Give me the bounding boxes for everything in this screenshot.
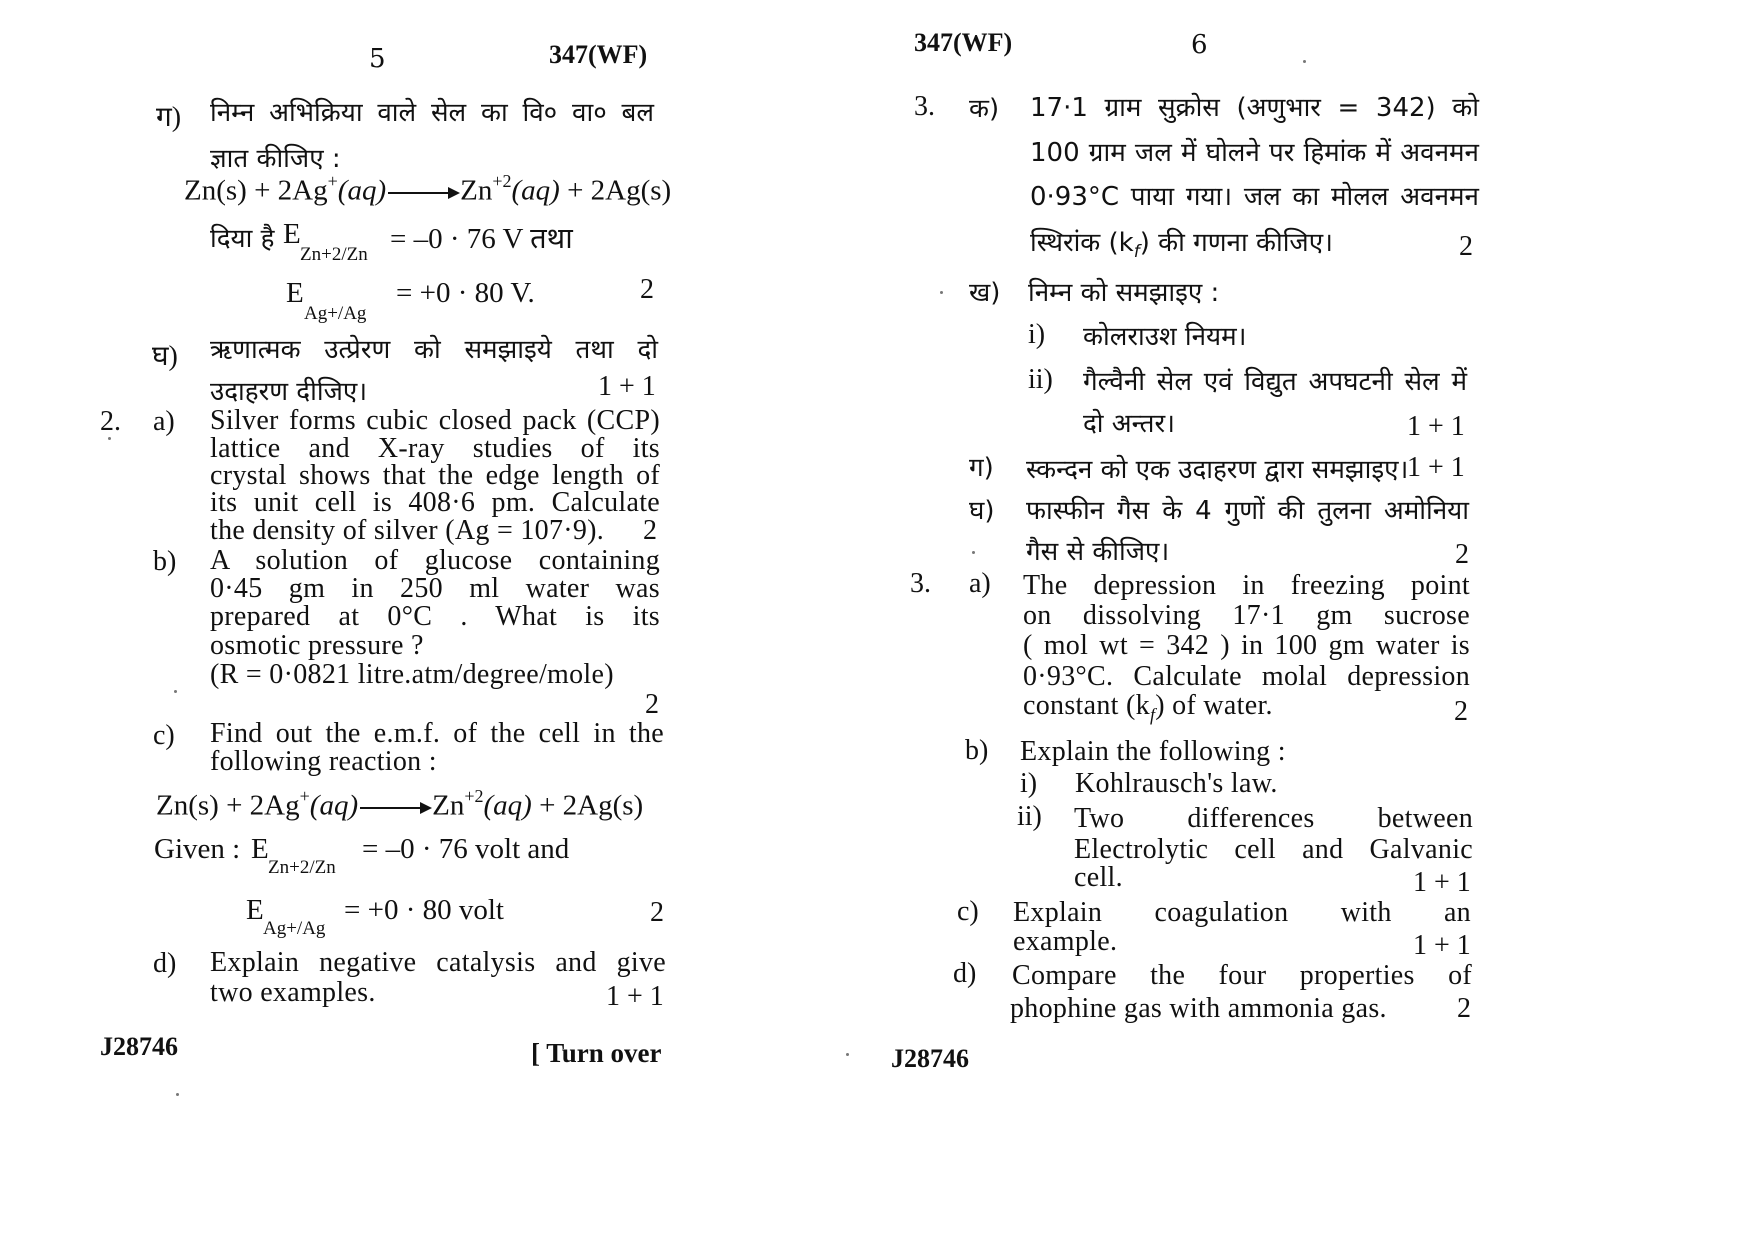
question-label: b) [153, 546, 177, 577]
text-part: ) of water. [1155, 690, 1273, 721]
question-text: its unit cell is 408·6 pm. Calculate [210, 487, 660, 518]
potential-subscript: Ag+/Ag [304, 303, 367, 324]
potential-value: = +0 · 80 volt [344, 894, 504, 926]
potential-symbol: E [246, 894, 264, 926]
question-text: lattice and X-ray studies of its [210, 433, 660, 464]
question-number: 3. [910, 568, 931, 599]
question-text: 0·45 gm in 250 ml water was [210, 573, 660, 604]
marks: 2 [1454, 696, 1468, 727]
marks: 2 [645, 689, 659, 720]
text-part: स्थिरांक (k [1030, 228, 1134, 258]
question-label: घ) [152, 341, 178, 372]
charge: + [299, 786, 310, 806]
speck [108, 437, 111, 440]
question-text: गैस से कीजिए। [1026, 537, 1170, 567]
question-text: 100 ग्राम जल में घोलने पर हिमांक में अवनमन [1030, 138, 1479, 168]
marks: 1 + 1 [606, 981, 664, 1012]
given-label: Given : [154, 833, 241, 865]
reaction-equation [184, 173, 671, 208]
potential-subscript: Zn+2/Zn [300, 244, 368, 265]
marks: 1 + 1 [598, 371, 656, 402]
speck [940, 291, 943, 294]
question-text: following reaction : [210, 746, 437, 777]
question-label: d) [153, 948, 177, 979]
text-part: ) की गणना कीजिए। [1139, 228, 1333, 258]
marks: 1 + 1 [1407, 411, 1465, 442]
question-text: निम्न अभिक्रिया वाले सेल का वि० वा० बल [210, 98, 654, 128]
question-label: d) [953, 958, 977, 989]
state-text: (aq) [483, 789, 532, 822]
question-number: 2. [100, 406, 121, 437]
text-part: constant (k [1023, 690, 1150, 721]
question-text: Explain the following : [1020, 736, 1286, 767]
question-text: Electrolytic cell and Galvanic [1074, 834, 1473, 865]
page-number: 6 [1191, 30, 1208, 60]
question-text: cell. [1074, 862, 1123, 893]
product-text: + 2Ag(s) [531, 789, 644, 822]
speck [174, 690, 177, 693]
question-text: उदाहरण दीजिए। [210, 377, 368, 407]
potential-symbol: E [283, 218, 301, 250]
question-text: prepared at 0°C . What is its [210, 601, 660, 632]
question-label: c) [153, 720, 175, 751]
reaction-equation [156, 788, 643, 823]
subquestion-label: ii) [1017, 801, 1042, 832]
question-label: ग) [969, 453, 994, 483]
charge: +2 [464, 786, 484, 806]
marks: 2 [640, 274, 654, 305]
marks: 2 [1455, 539, 1469, 570]
marks: 2 [1459, 231, 1473, 262]
question-text: osmotic pressure ? [210, 630, 424, 661]
speck [846, 1053, 849, 1056]
question-text [1030, 223, 1333, 262]
question-label: b) [965, 735, 989, 766]
question-text: 0·93°C. Calculate molal depression [1023, 661, 1470, 692]
question-label: a) [969, 568, 991, 599]
subquestion-label: ii) [1028, 364, 1053, 395]
footer-code: J28746 [891, 1044, 969, 1073]
reactant-text: Zn(s) + 2Ag [184, 174, 328, 207]
reactant-text: Zn(s) + 2Ag [156, 789, 300, 822]
product-text: Zn [460, 174, 493, 207]
question-label: ख) [969, 278, 1001, 308]
question-text: phophine gas with ammonia gas. [1010, 993, 1387, 1024]
speck [176, 1093, 179, 1096]
marks: 2 [1457, 993, 1471, 1024]
charge: + [327, 171, 338, 191]
question-text: 0·93°C पाया गया। जल का मोलल अवनमन [1030, 182, 1479, 212]
question-text: Two differences between [1074, 803, 1473, 834]
question-number: 3. [914, 91, 935, 122]
question-label: ग) [156, 102, 182, 133]
question-text: Find out the e.m.f. of the cell in the [210, 718, 664, 749]
speck [972, 551, 975, 554]
page-number: 5 [369, 44, 386, 74]
question-text: ऋणात्मक उत्प्रेरण को समझाइये तथा दो [210, 335, 658, 365]
product-text: + 2Ag(s) [559, 174, 672, 207]
question-text: A solution of glucose containing [210, 545, 660, 576]
charge: +2 [492, 171, 512, 191]
question-text: Explain negative catalysis and give [210, 947, 666, 978]
paper-code: 347(WF) [549, 40, 648, 69]
potential-value: = –0 · 76 V तथा [390, 223, 573, 255]
footer-turn-over: [ Turn over [531, 1038, 662, 1068]
subscript: f [1133, 242, 1140, 263]
question-text: Silver forms cubic closed pack (CCP) [210, 405, 660, 436]
reaction-arrow-icon [360, 807, 430, 809]
marks: 2 [650, 897, 664, 928]
marks: 1 + 1 [1407, 452, 1465, 483]
state-text: (aq) [309, 789, 359, 822]
reaction-arrow-icon [388, 192, 458, 194]
question-text: फास्फीन गैस के 4 गुणों की तुलना अमोनिया [1026, 496, 1469, 526]
marks: 1 + 1 [1413, 930, 1471, 961]
question-text: the density of silver (Ag = 107·9). [210, 515, 605, 546]
subscript: f [1149, 704, 1156, 725]
footer-code-clipped [891, 1044, 969, 1073]
right-page [877, 0, 1754, 1241]
question-text: स्कन्दन को एक उदाहरण द्वारा समझाइए। [1026, 455, 1409, 485]
paper-code: 347(WF) [914, 28, 1013, 57]
question-label: घ) [969, 496, 995, 526]
question-text: two examples. [210, 977, 376, 1008]
question-label: a) [153, 406, 175, 437]
potential-subscript: Zn+2/Zn [268, 857, 336, 878]
question-label: क) [969, 94, 1000, 124]
footer-code: J28746 [100, 1032, 178, 1061]
question-text: The depression in freezing point [1023, 570, 1470, 601]
question-text: crystal shows that the edge length of [210, 460, 660, 491]
state-text: (aq) [511, 174, 560, 207]
subquestion-label: i) [1028, 319, 1046, 350]
question-text [1023, 690, 1273, 726]
potential-symbol: E [286, 277, 304, 309]
marks: 2 [643, 515, 657, 546]
marks: 1 + 1 [1413, 867, 1471, 898]
question-text: (R = 0·0821 litre.atm/degree/mole) [210, 659, 614, 690]
product-text: Zn [432, 789, 465, 822]
question-text: example. [1013, 926, 1118, 957]
question-text: Compare the four properties of [1012, 960, 1472, 991]
question-text: Kohlrausch's law. [1075, 768, 1278, 799]
potential-symbol: E [251, 833, 269, 865]
potential-subscript: Ag+/Ag [263, 918, 326, 939]
potential-value: = –0 · 76 volt and [362, 833, 570, 865]
state-text: (aq) [337, 174, 387, 207]
potential-value: = +0 · 80 V. [396, 277, 535, 309]
question-text: ज्ञात कीजिए : [210, 144, 341, 174]
question-text: Explain coagulation with an [1013, 897, 1471, 928]
question-text: गैल्वैनी सेल एवं विद्युत अपघटनी सेल में [1083, 367, 1467, 397]
question-text: निम्न को समझाइए : [1028, 278, 1220, 308]
question-text: ( mol wt = 342 ) in 100 gm water is [1023, 630, 1470, 661]
question-text: कोलराउश नियम। [1083, 322, 1247, 352]
question-text: दो अन्तर। [1083, 409, 1175, 439]
question-text: 17·1 ग्राम सुक्रोस (अणुभार = 342) को [1030, 93, 1479, 123]
question-label: c) [957, 896, 979, 927]
speck [1303, 60, 1306, 63]
given-label: दिया है [210, 224, 275, 254]
subquestion-label: i) [1020, 768, 1038, 799]
question-text: on dissolving 17·1 gm sucrose [1023, 600, 1470, 631]
